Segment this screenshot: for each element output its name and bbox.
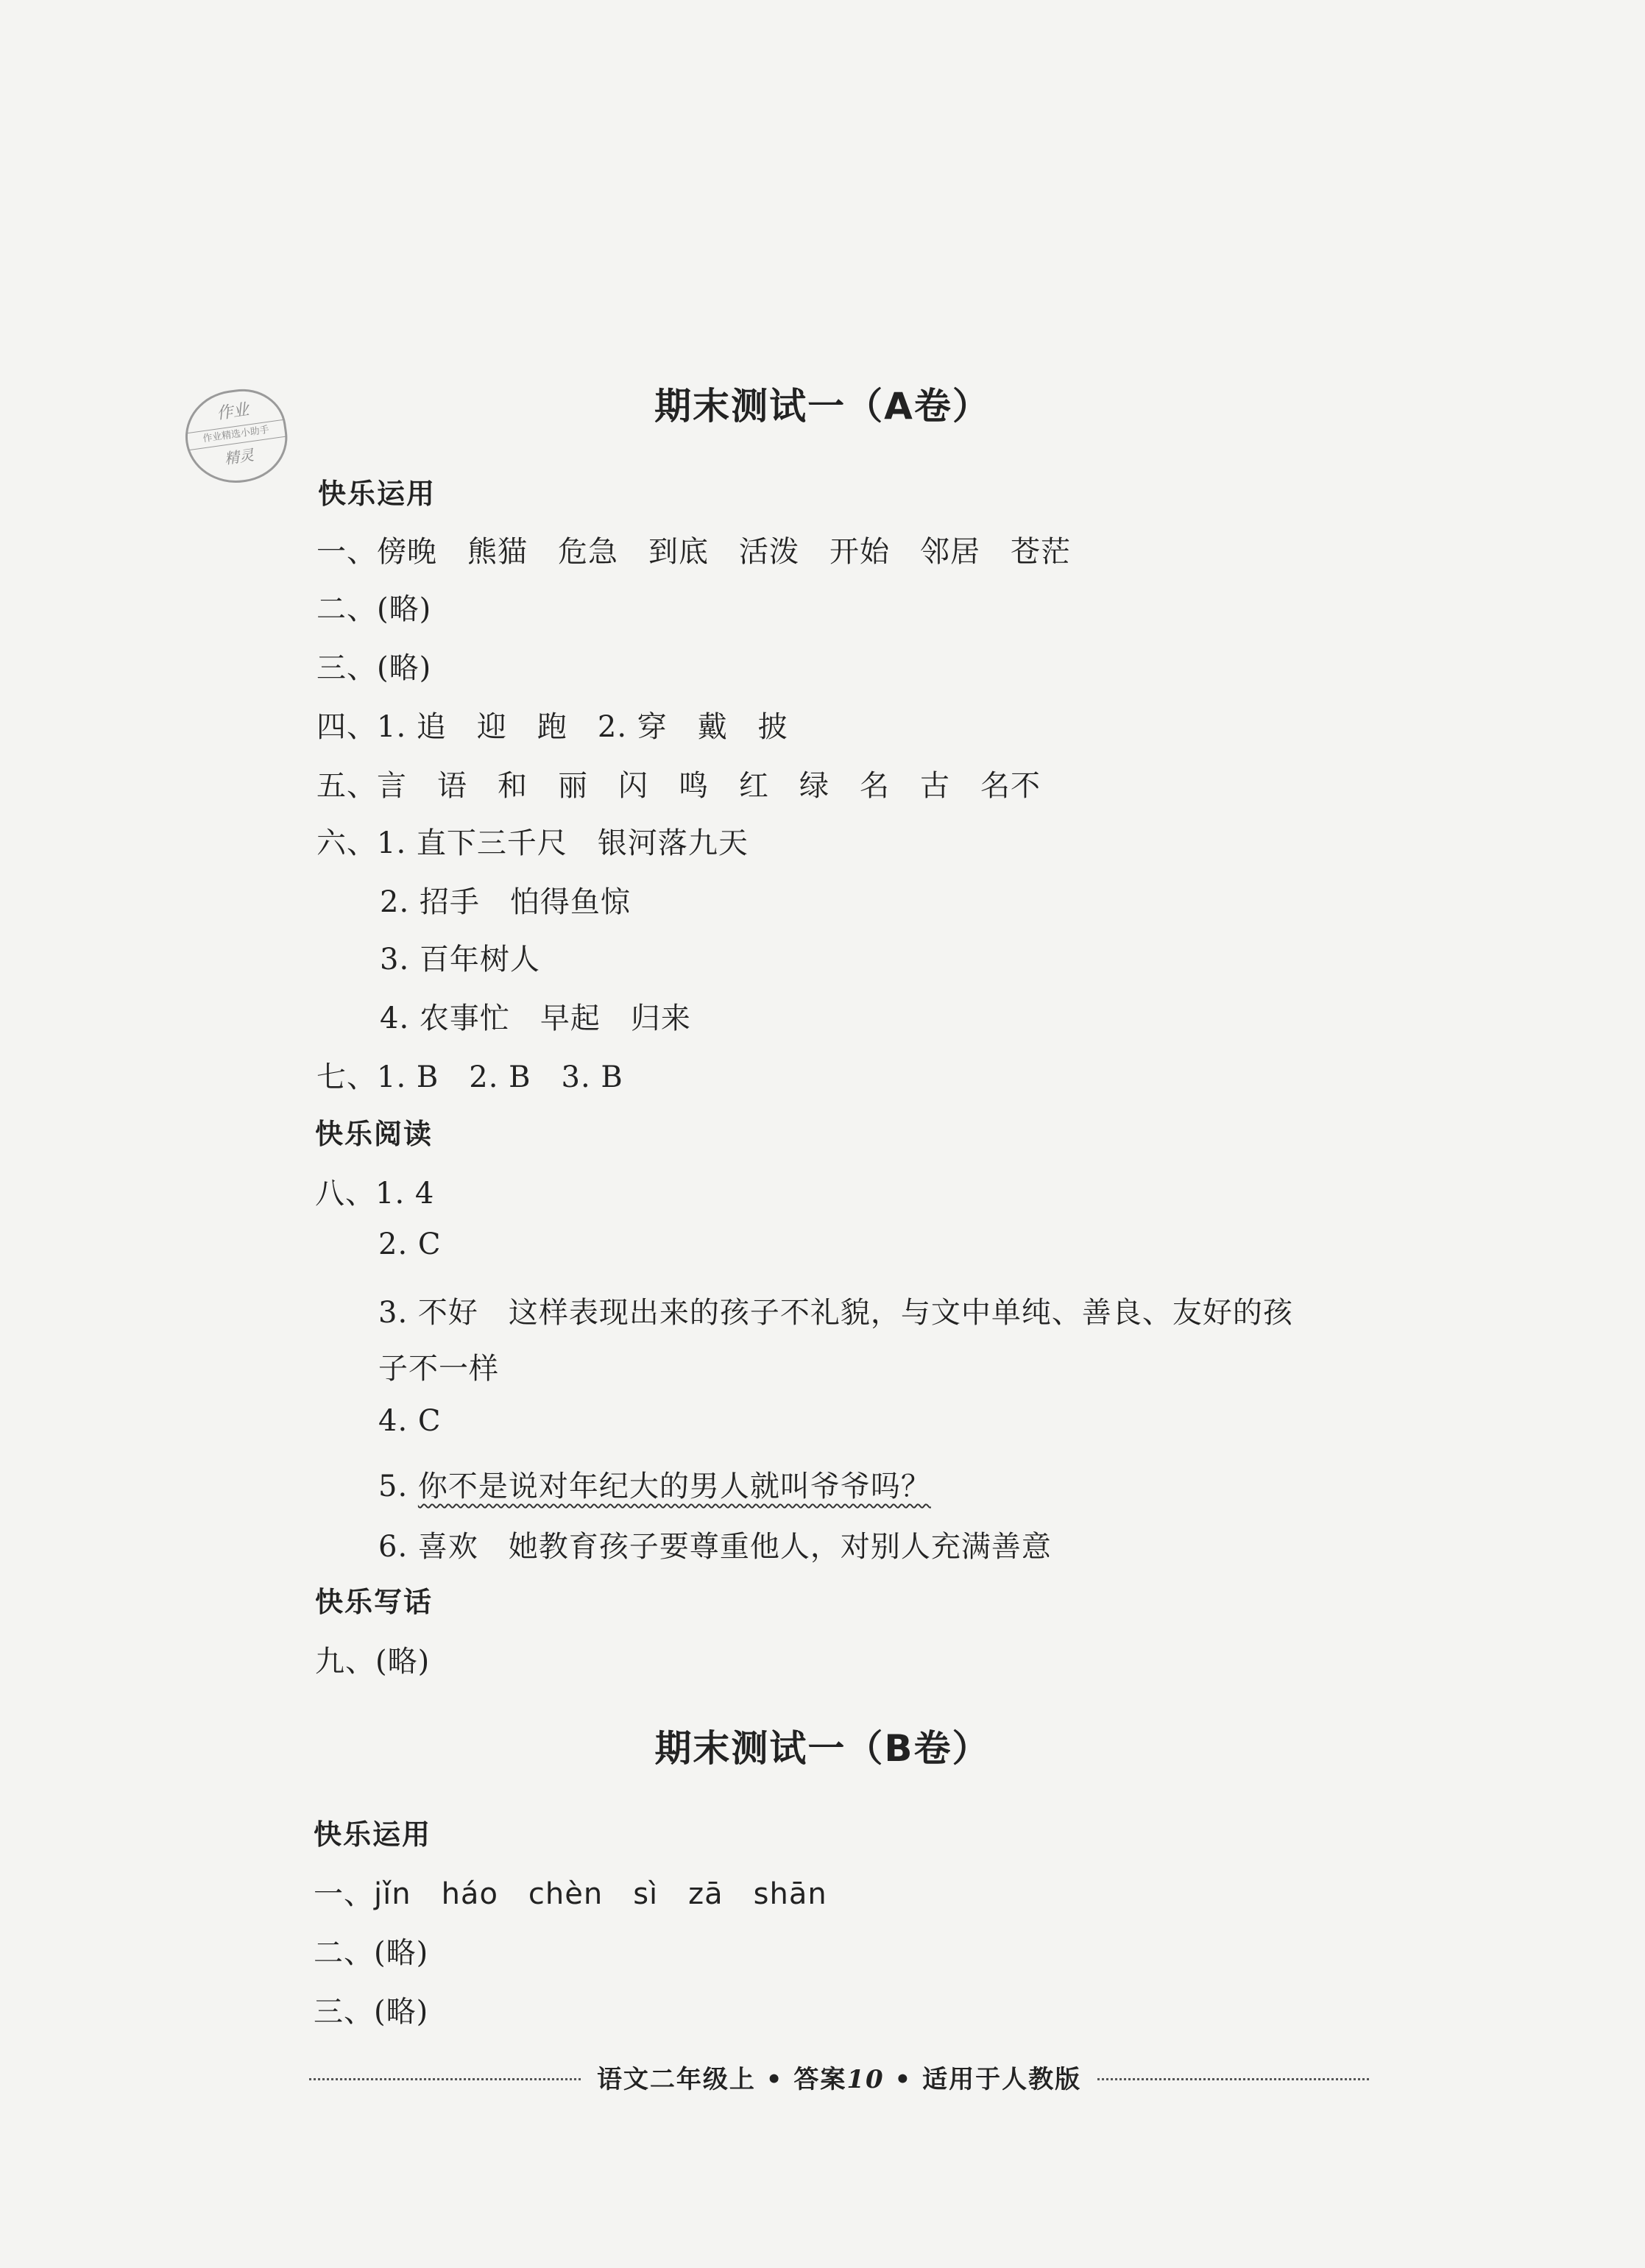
answer-a-6-1: 六、1. 直下三千尺 银河落九天 xyxy=(316,826,749,860)
answer-a-8-2: 2. C xyxy=(378,1227,442,1261)
test-a-title: 期末测试一（A卷） xyxy=(654,385,991,428)
footer-edition: • 适用于人教版 xyxy=(884,2064,1082,2094)
test-a-section-usage: 快乐运用 xyxy=(318,478,436,510)
answer-b-1-prefix: 一、 xyxy=(314,1877,374,1911)
stamp-line-2: 作业精选小助手 xyxy=(187,419,286,450)
answer-a-5: 五、言 语 和 丽 闪 鸣 红 绿 名 古 名不 xyxy=(316,769,1041,803)
answer-a-8-5 xyxy=(378,1463,931,1505)
stamp-line-1: 作业 xyxy=(215,400,250,424)
footer-dots-right xyxy=(1097,2078,1369,2080)
answer-b-2: 二、(略) xyxy=(314,1936,429,1970)
stamp-line-3: 精灵 xyxy=(223,446,255,468)
answer-b-1-pinyin: jǐn háo chèn sì zā shān xyxy=(374,1877,827,1911)
answer-b-1 xyxy=(314,1871,827,1913)
answer-a-8-6: 6. 喜欢 她教育孩子要尊重他人，对别人充满善意 xyxy=(378,1530,1052,1564)
page-footer xyxy=(309,2055,1369,2099)
test-b-section-usage: 快乐运用 xyxy=(314,1818,432,1851)
answer-a-8-4: 4. C xyxy=(378,1404,442,1438)
answer-a-2: 二、(略) xyxy=(316,592,432,626)
answer-a-8-3b: 子不一样 xyxy=(378,1352,499,1386)
footer-text xyxy=(581,2059,1097,2095)
answer-a-4: 四、1. 追 迎 跑 2. 穿 戴 披 xyxy=(316,710,788,744)
test-a-section-reading: 快乐阅读 xyxy=(315,1118,434,1150)
answer-a-6-4: 4. 农事忙 早起 归来 xyxy=(380,1002,691,1035)
answer-a-8-5-text: 你不是说对年纪大的男人就叫爷爷吗？ xyxy=(417,1470,931,1503)
footer-subject: 语文二年级上 • 答案 xyxy=(596,2064,847,2094)
answer-a-3: 三、(略) xyxy=(316,651,432,685)
footer-dots-left xyxy=(309,2078,581,2080)
answer-a-8-3a: 3. 不好 这样表现出来的孩子不礼貌，与文中单纯、善良、友好的孩 xyxy=(378,1296,1293,1330)
answer-a-1: 一、傍晚 熊猫 危急 到底 活泼 开始 邻居 苍茫 xyxy=(316,535,1071,569)
answer-a-7: 七、1. B 2. B 3. B xyxy=(316,1060,623,1094)
test-a-section-writing: 快乐写话 xyxy=(315,1586,434,1618)
answer-b-3: 三、(略) xyxy=(314,1995,429,2029)
answer-a-8-1: 八、1. 4 xyxy=(315,1177,435,1211)
test-b-title: 期末测试一（B卷） xyxy=(654,1727,991,1770)
answer-a-9: 九、(略) xyxy=(315,1645,431,1679)
answer-a-6-2: 2. 招手 怕得鱼惊 xyxy=(380,885,631,919)
footer-page-number: 10 xyxy=(846,2064,885,2094)
answer-a-6-3: 3. 百年树人 xyxy=(380,943,540,977)
answer-a-8-5-number: 5. xyxy=(378,1470,418,1503)
